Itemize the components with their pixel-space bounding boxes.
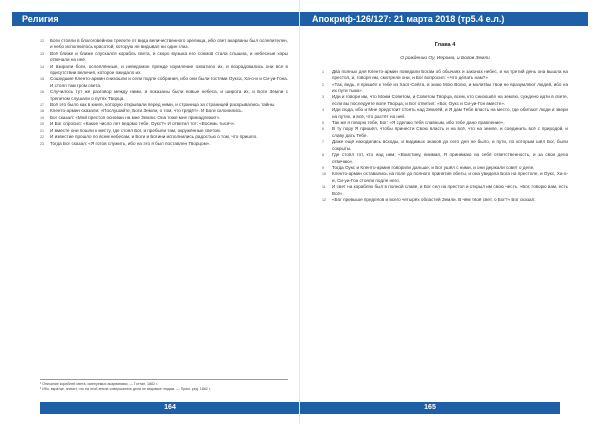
verse-number: 2 [322, 82, 324, 87]
verse-text: И свет на кораблях был в полной славе, и Бог сел на престол и открыл им свою честь. «Бог, говорю вам, есть Всё». [332, 184, 568, 196]
verse-number: 23 [40, 141, 44, 146]
left-page-header [12, 12, 300, 26]
verse-text: Даже ещё находились всходы, и видимых знаков до сего дня не было, и пути, по которым шёл Бог, были сокрыты. [332, 139, 568, 151]
chapter-title: Глава 4 [434, 42, 456, 48]
verse [322, 82, 568, 95]
verse-text: Боги стояли в благоговейном трепете от вида величественного зрелища, ибо свет акарваны был ослепителен, и небо исполнилось красотой, которую не видывал ни один глаз. [50, 38, 288, 50]
verse-text: Иди сюда, ибо и Мне предстоит стоять над Землёй, и Я дам Тебе власть на место, где обитают люди и звери на путях, и всё, что растёт на ней. [332, 107, 568, 119]
verse-text: И известие прошло по всем небесам, и Боги и Богини исполнились радостью о том, что пришло. [50, 134, 258, 140]
verse [40, 51, 288, 64]
verse-text: Так же я говорю тебе, Бог: «Я сделаю тебя славным, ибо тебе дано правление». [332, 120, 505, 126]
left-page-number: 164 [164, 404, 176, 411]
verse-number: 9 [322, 165, 324, 170]
verse-number: 12 [322, 197, 326, 202]
right-page-header-title: Апокриф-126/127: 21 марта 2018 (тр5.4 е.л.) [312, 14, 505, 24]
verse-number: 6 [322, 127, 324, 132]
verse-number: 19 [40, 115, 44, 120]
right-page-footer [300, 402, 560, 414]
footnote: ¹ Описание кораблей света, именуемых акарванами, — Готтан, 1882 г. [40, 382, 158, 387]
verse-number: 5 [322, 121, 324, 126]
verse [322, 197, 568, 203]
verse-number: 21 [40, 128, 44, 133]
verse-number: 12 [40, 39, 44, 43]
verse-number: 15 [40, 77, 44, 82]
verse [40, 64, 288, 77]
verse-number: 1 [322, 69, 324, 74]
verse-number: 20 [40, 122, 44, 127]
left-page-text [40, 38, 288, 147]
verse-text: Тогда Бог сказал: «Я готов служить, ибо на это я был поставлен Творцом». [50, 140, 211, 146]
verse-text: И Бог спросил: «Какое число лет ведомо тебе, Оукс?» И ответил тот: «Восемь тысяч». [50, 121, 236, 127]
verse-number: 16 [40, 90, 44, 95]
verse-text: Два полных дня Кленто-армин поведали Богам об обычаях и законах небес, и на третий день она вышла на престол, и, говоря им, смотрели они, и Бог вопросил: «Что делать нам?» [332, 68, 568, 81]
verse-number: 22 [40, 135, 44, 140]
left-page-footer [40, 402, 300, 414]
verse-number: 3 [322, 95, 324, 100]
verse-text: Всё ближе и ближе спускался корабль света, и скоро музыка его сонмов стала слышна, и небесные хоры отвечали на неё. [50, 50, 288, 63]
verse [322, 171, 568, 184]
verse-number: 13 [40, 51, 44, 56]
right-page-number: 165 [424, 404, 436, 411]
verse-number: 14 [40, 64, 44, 69]
verse-number: 18 [40, 109, 44, 114]
verse-text: Иди и говори им, что Моим Советом, и Советом Творца, всем, кто снизошёл на землю, суждено идти в свете, если вы последуете воле Творца, и Бог ответил: «Бог, Оукс и Си-уи-Гон вместе». [332, 94, 568, 106]
left-page-header-title: Религия [22, 14, 59, 24]
chapter-subtitle: О рождении Оу, Иерома, и Богов Земли [400, 56, 490, 62]
footnote: ² Ибо, вкратце, значит, что на этой земле совершались дела не ведомые людям. — Прим. ред. 1882 г. [40, 387, 211, 392]
verse-text: Кленто-армин сказали: «Послушайте, Боги Земли, о том, что грядёт». И Боги склонились. [50, 108, 243, 114]
verse [322, 107, 568, 120]
verse-number: 17 [40, 103, 44, 108]
verse-text: Случилось тут же разговор между ними, и показаны были новые небеса, и широта их, и Боги Земли с трепетом слушали о путях Творца. [50, 89, 288, 101]
verse-text: Всё это было как в книге, которую открывали перед ними, и страница за страницей раскрывались тайны. [50, 102, 276, 108]
verse-text: Бог сказал: «Мой престол основан на мне Земли. Она тоже мне принадлежит». [50, 114, 221, 120]
verse-text: Где стоял тот, кто над ним; «Воистину, внимая, Я принимаю на себя ответственность, и за свои дела отвечаю». [332, 152, 568, 164]
verse-text: Сошедшие Кленто-армин снизошли и сели подле собрания, ибо они были гостями Оукса, Ха-о-и и Си-уи-Гона. И стоял там гром света. [50, 76, 288, 88]
verse [322, 94, 568, 107]
verse [322, 152, 568, 165]
verse [40, 38, 288, 51]
verse-text: Кленто-армин оставались на поле до полного принятия обеты, и она увидела Бога на престоле, и Оукс, Ха-о-и, Си-уи-Гон стояли подле него. [332, 171, 568, 183]
verse [322, 184, 568, 197]
verse-text: «Так, ведь, я пришёл к тебе из Хаот-Сейта, и знаю Мою Волю, и молитвы твои не вразумляют людей, ибо на их пути тьма». [332, 81, 568, 94]
verse-text: «Бог превыше пределов и всего четырёх областей Земли. В чём твоё свет, о Бог?» Бог сказал: [332, 196, 536, 202]
verse [40, 89, 288, 102]
right-page-text [322, 38, 568, 203]
verse-text: Тогда Оукс и Кленто-армин говорили дальше, и Бог ушёл с ними, и они держали совет о деле. [332, 164, 535, 170]
verse-number: 7 [322, 140, 324, 145]
verse [322, 139, 568, 152]
verse-number: 11 [322, 185, 326, 190]
verse [40, 141, 288, 147]
right-page [300, 0, 600, 424]
right-page-header [300, 12, 588, 26]
verse-number: 10 [322, 172, 326, 177]
verse-text: И взирали боги, ослеплённые, и неведомое прежде изумление охватило их, и возрадовались они все в присутствии величия, которое ожидало их. [50, 63, 288, 76]
verse-text: И вместе они пошли к месту, где стоял Бог, и пребыли там, окружённые светом. [50, 127, 221, 133]
verse [40, 76, 288, 89]
left-page-footnotes [40, 379, 288, 392]
verse-number: 8 [322, 153, 324, 158]
verse-text: В ту пору Я пришёл, чтобы принести Свою власть и на всё, что на земле, и соединить всё с природой, и славу дать Тебе. [332, 126, 568, 138]
verse-number: 4 [322, 108, 324, 113]
verse [322, 69, 568, 82]
right-page-verses [322, 69, 568, 204]
verse [322, 126, 568, 139]
